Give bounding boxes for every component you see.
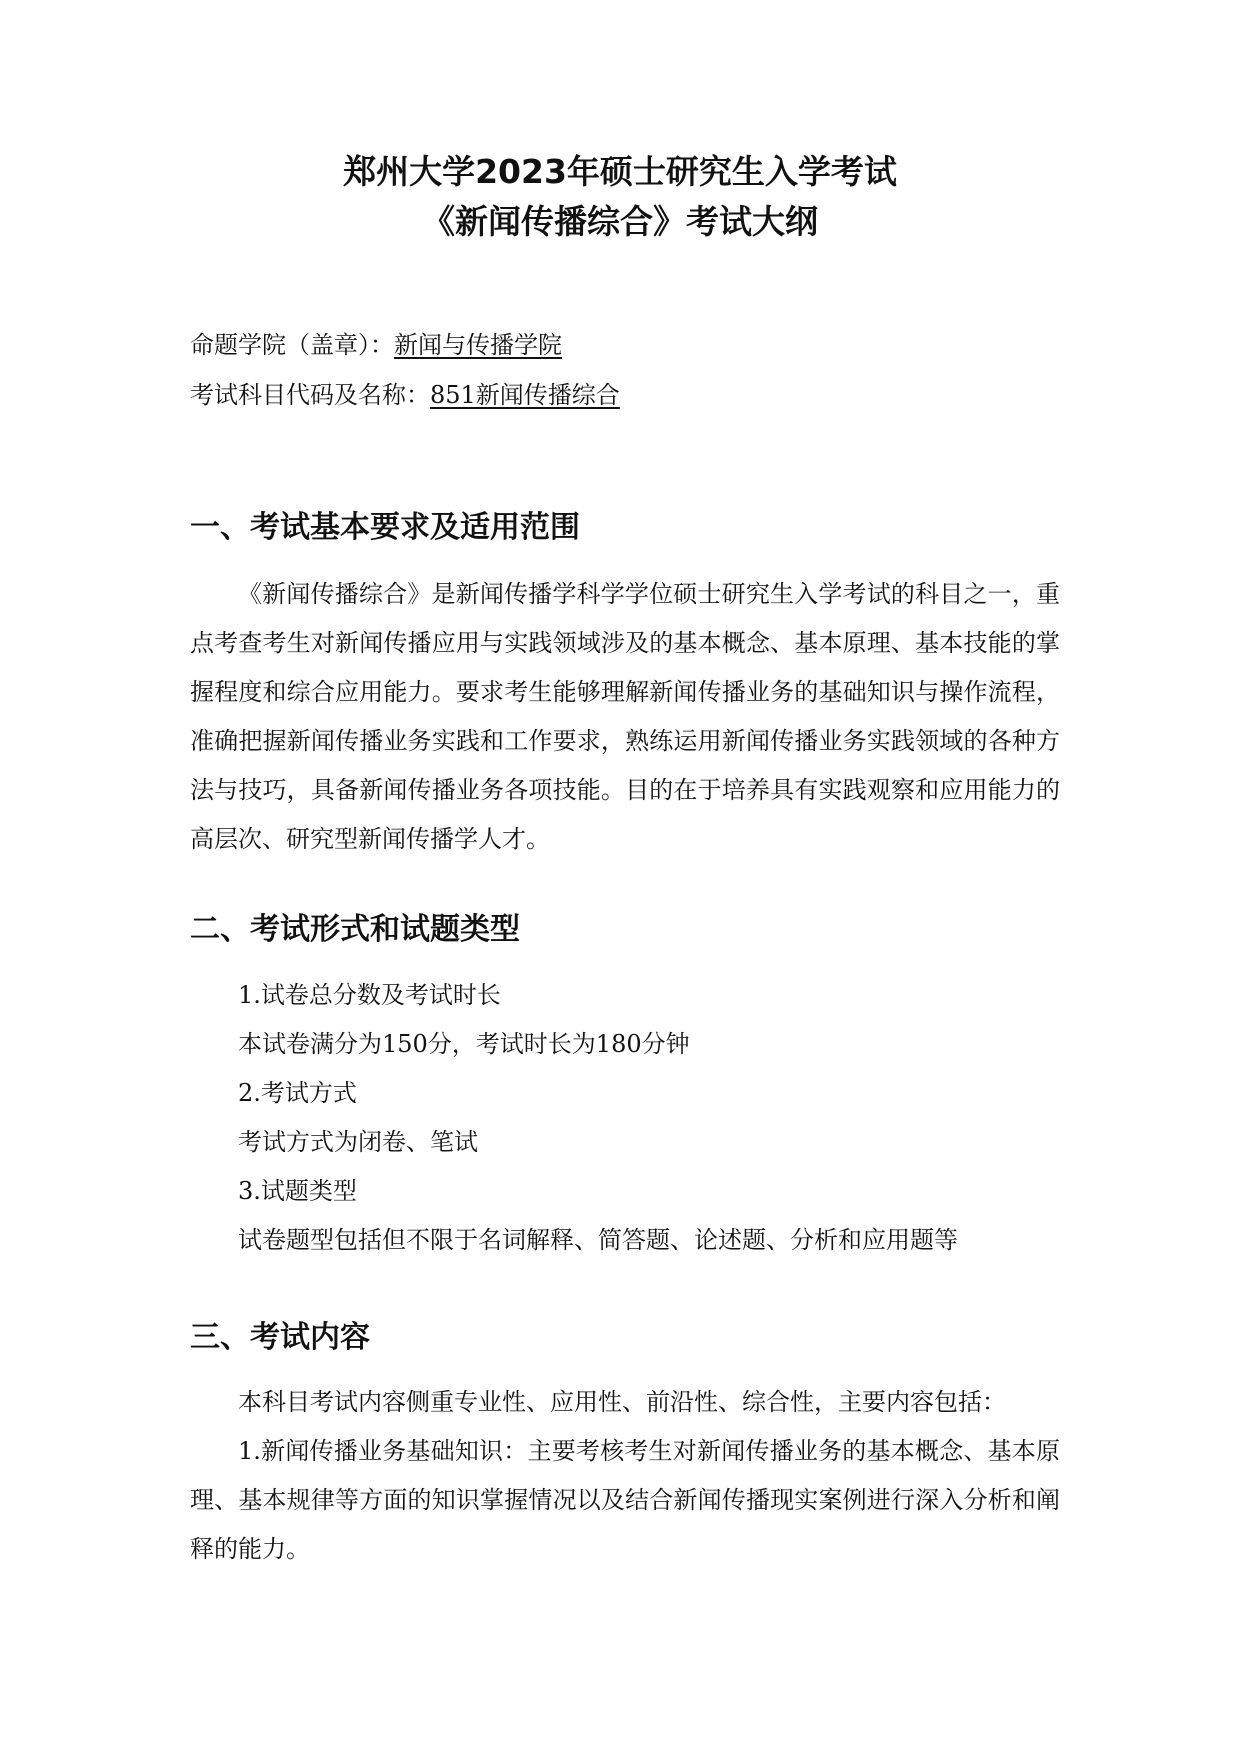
- section2-heading: 二、考试形式和试题类型: [190, 912, 520, 947]
- section2-item-3: 2.考试方式: [238, 1079, 357, 1107]
- section2-item-4: 考试方式为闭卷、笔试: [238, 1128, 478, 1156]
- section1-heading: 一、考试基本要求及适用范围: [190, 510, 580, 545]
- college-line: [190, 330, 562, 360]
- section2-item-6: 试卷题型包括但不限于名词解释、简答题、论述题、分析和应用题等: [238, 1226, 958, 1254]
- section3-point1: 1.新闻传播业务基础知识：主要考核考生对新闻传播业务的基本概念、基本原理、基本规律等方面的知识掌握情况以及结合新闻传播现实案例进行深入分析和阐释的能力。: [190, 1437, 1060, 1563]
- subject-label: 考试科目代码及名称：: [190, 381, 430, 409]
- section2-item-5: 3.试题类型: [238, 1177, 357, 1205]
- college-label: 命题学院（盖章）：: [190, 331, 394, 359]
- section1-paragraph: 《新闻传播综合》是新闻传播学科学学位硕士研究生入学考试的科目之一，重点考查考生对新闻传播应用与实践领域涉及的基本概念、基本原理、基本技能的掌握程度和综合应用能力。要求考生能够理解新闻传播业务的基础知识与操作流程，准确把握新闻传播业务实践和工作要求，熟练运用新闻传播业务实践领域的各种方法与技巧，具备新闻传播业务各项技能。目的在于培养具有实践观察和应用能力的高层次、研究型新闻传播学人才。: [190, 580, 1060, 853]
- section3-heading: 三、考试内容: [190, 1320, 370, 1355]
- section2-item-1: 1.试卷总分数及考试时长: [238, 981, 501, 1009]
- subject-value: 851新闻传播综合: [430, 381, 620, 409]
- college-value: 新闻与传播学院: [394, 331, 562, 359]
- document-title-line2: 《新闻传播综合》考试大纲: [422, 202, 818, 241]
- section3-intro: 本科目考试内容侧重专业性、应用性、前沿性、综合性，主要内容包括：: [238, 1388, 1006, 1416]
- document-title-line1: 郑州大学2023年硕士研究生入学考试: [343, 152, 897, 191]
- subject-line: [190, 380, 620, 410]
- section2-item-2: 本试卷满分为150分，考试时长为180分钟: [238, 1030, 690, 1058]
